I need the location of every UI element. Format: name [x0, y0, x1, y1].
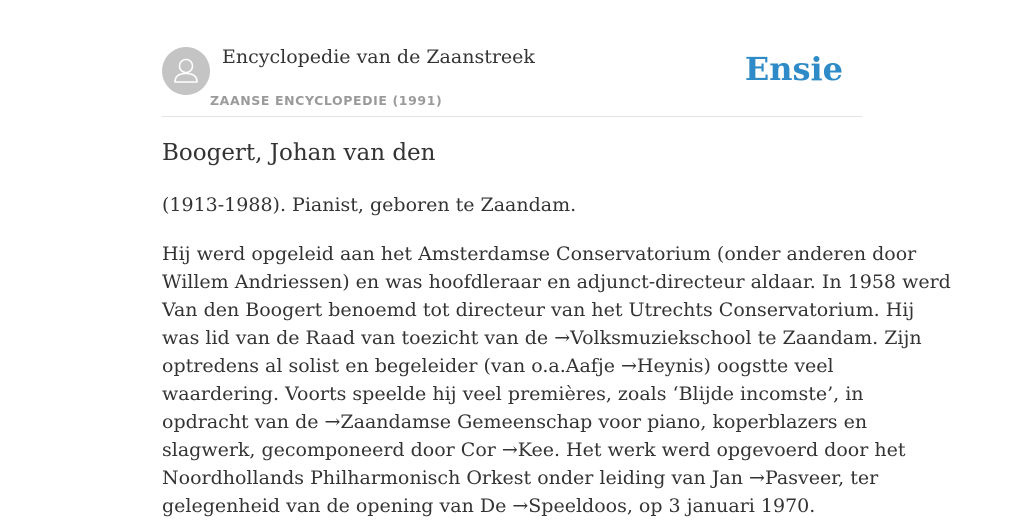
article-body-line: optredens al solist en begeleider (van o.a.Aafje →Heynis) oogstte veel: [162, 355, 834, 377]
article-body-line: waardering. Voorts speelde hij veel premières, zoals ‘Blijde incomste’, in: [162, 383, 864, 405]
article-body-line: Noordhollands Philharmonisch Orkest onder leiding van Jan →Pasveer, ter: [162, 467, 879, 489]
source-title[interactable]: Encyclopedie van de Zaanstreek: [222, 46, 535, 68]
article-body-line: Van den Boogert benoemd tot directeur van het Utrechts Conservatorium. Hij: [162, 299, 915, 321]
page-title: Boogert, Johan van den: [162, 140, 436, 166]
source-header: [162, 0, 862, 117]
article-body-line: Hij werd opgeleid aan het Amsterdamse Conservatorium (onder anderen door: [162, 243, 917, 265]
ensie-logo[interactable]: Ensie: [744, 50, 843, 88]
article-body-line: gelegenheid van de opening van De →Speeldoos, op 3 januari 1970.: [162, 495, 816, 517]
article-body-line: slagwerk, gecomponeerd door Cor →Kee. Het werk werd opgevoerd door het: [162, 439, 906, 461]
article-body-line: opdracht van de →Zaandamse Gemeenschap voor piano, koperblazers en: [162, 411, 868, 433]
page-container: [162, 0, 951, 517]
avatar[interactable]: [162, 47, 210, 95]
user-icon: [162, 47, 210, 95]
article-body-line: was lid van de Raad van toezicht van de →Volksmuziekschool te Zaandam. Zijn: [162, 327, 922, 349]
article-lead: (1913-1988). Pianist, geboren te Zaandam.: [162, 194, 577, 216]
article-body-line: Willem Andriessen) en was hoofdleraar en adjunct-directeur aldaar. In 1958 werd: [162, 271, 951, 293]
source-subtitle[interactable]: ZAANSE ENCYCLOPEDIE (1991): [210, 93, 443, 108]
article-body: [162, 240, 951, 520]
